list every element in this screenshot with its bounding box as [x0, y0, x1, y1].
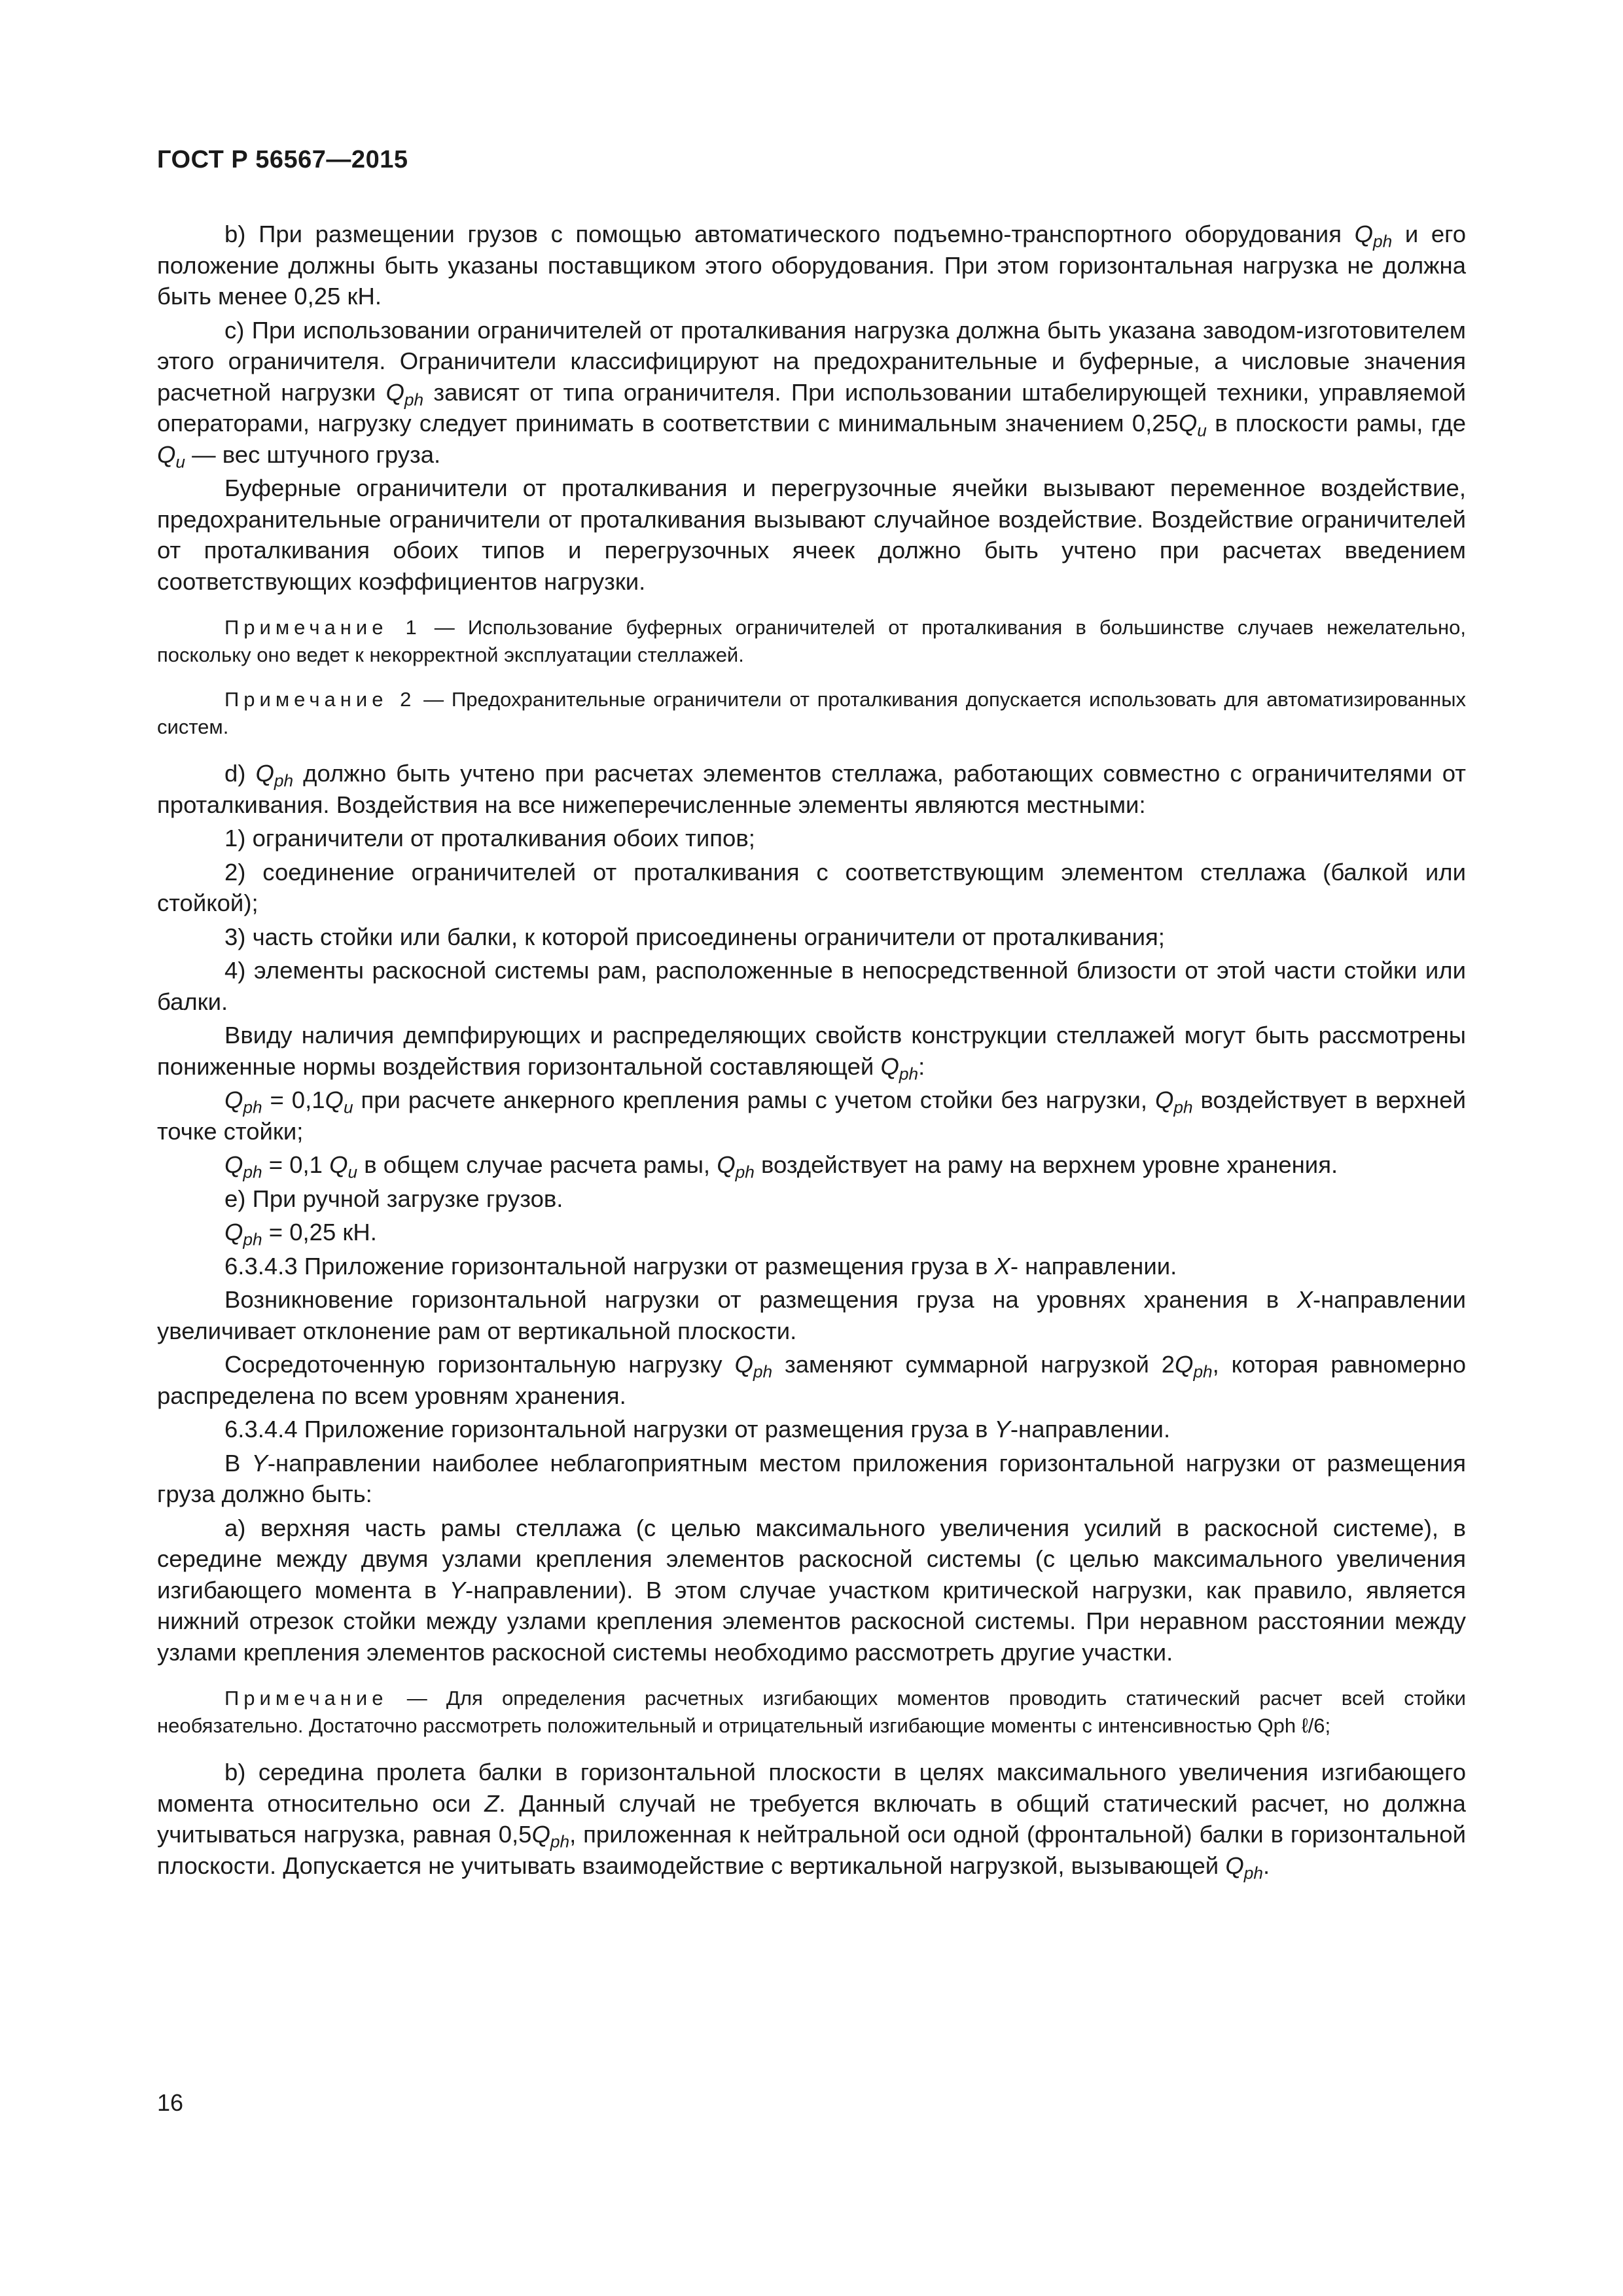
list-item-1: 1) ограничители от проталкивания обоих типов; — [224, 825, 755, 852]
paragraph-b-automatic: b) При размещении грузов с помощью автоматического подъемно-транспортного оборудования $Q_{ph}$ и его положение должны быть указаны поставщиком этого оборудования. При этом горизонтальная нагрузка не должна быть менее 0,25 кН. — [157, 221, 1466, 310]
formula-manual: $Q_{ph} = 0,25$ кН. — [224, 1219, 377, 1249]
section-6-3-4-4: 6.3.4.4 Приложение горизонтальной нагрузки от размещения груза в Y-направлении. — [224, 1416, 1171, 1443]
note-1-heading: Примечание 1 — [224, 616, 421, 639]
paragraph-y-direction: В Y-направлении наиболее неблагоприятным местом приложения горизонтальной нагрузки от размещения груза должно быть: — [157, 1449, 1466, 1507]
paragraph-e-manual: е) При ручной загрузке грузов. — [224, 1185, 563, 1212]
document-page — [157, 144, 1466, 1884]
paragraph-concentrated-load: Сосредоточенную горизонтальную нагрузку $Q_{ph}$ заменяют суммарной нагрузкой $2Q_{ph}$, которая равномерно распределена по всем уровням хранения. — [157, 1351, 1467, 1409]
paragraph-buffer-limiters: Буферные ограничители от проталкивания и перегрузочные ячейки вызывают переменное воздействие, предохранительные ограничители от проталкивания вызывают случайное воздействие. Воздействие ограничителей от проталкивания обоих типов и перегрузочных ячеек должно быть учтено при расчетах введением соответствующих коэффициентов нагрузки. — [157, 475, 1466, 595]
note-3-heading: Примечание — [224, 1687, 388, 1710]
paragraph-b-beam-span: b) середина пролета балки в горизонтальной плоскости в целях максимального увеличения изгибающего момента относительно оси Z. Данный случай не требуется включать в общий статический расчет, но должна учитываться нагрузка, равная $0,5Q_{ph}$, приложенная к нейтральной оси одной (фронтальной) балки в горизонтальной плоскости. Допускается не учитывать взаимодействие с вертикальной нагрузкой, вызывающей $Q_{ph}$. — [157, 1759, 1466, 1882]
note-1 — [157, 614, 1466, 669]
paragraph-damping: Ввиду наличия демпфирующих и распределяющих свойств конструкции стеллажей могут быть рассмотрены пониженные нормы воздействия горизонтальной составляющей $Q_{ph}$: — [157, 1022, 1466, 1083]
note-2-heading: Примечание 2 — [224, 688, 416, 711]
list-item-2: 2) соединение ограничителей от проталкивания с соответствующим элементом стеллажа (балкой или стойкой); — [157, 858, 1466, 916]
document-code-header: ГОСТ Р 56567—2015 — [157, 146, 408, 173]
note-3-body: — Для определения расчетных изгибающих моментов проводить статический расчет всей стойки необязательно. Достаточно рассмотреть положительный и отрицательный изгибающие моменты с интенсивностью Qph ℓ/6; — [157, 1687, 1466, 1737]
list-item-3: 3) часть стойки или балки, к которой присоединены ограничители от проталкивания; — [224, 923, 1165, 950]
formula-anchor: $Q_{ph} = 0,1Q_u$ при расчете анкерного крепления рамы с учетом стойки без нагрузки, $Q_{ph}$ воздействует в верхней точке стойки; — [157, 1086, 1466, 1145]
paragraph-x-direction: Возникновение горизонтальной нагрузки от размещения груза на уровнях хранения в X-направлении увеличивает отклонение рам от вертикальной плоскости. — [157, 1286, 1466, 1344]
note-1-body: — Использование буферных ограничителей от проталкивания в большинстве случаев нежелательно, поскольку оно ведет к некорректной эксплуатации стеллажей. — [157, 616, 1466, 666]
note-2-body: — Предохранительные ограничители от проталкивания допускается использовать для автоматизированных систем. — [157, 688, 1466, 738]
note-3 — [157, 1685, 1466, 1740]
paragraph-c-limiters: с) При использовании ограничителей от проталкивания нагрузка должна быть указана заводом-изготовителем этого ограничителя. Ограничители классифицируют на предохранительные и буферные, а числовые значения расчетной нагрузки $Q_{ph}$ зависят от типа ограничителя. При использовании штабелирующей техники, управляемой операторами, нагрузку следует принимать в соответствии с минимальным значением $0,25Q_u$ в плоскости рамы, где $Q_u$ — вес штучного груза. — [157, 316, 1466, 471]
note-2 — [157, 686, 1466, 741]
list-item-4: 4) элементы раскосной системы рам, расположенные в непосредственной близости от этой части стойки или балки. — [157, 957, 1466, 1015]
section-6-3-4-3: 6.3.4.3 Приложение горизонтальной нагрузки от размещения груза в X- направлении. — [224, 1252, 1177, 1280]
formula-frame: $Q_{ph} = 0,1$ $Q_u$ в общем случае расчета рамы, $Q_{ph}$ воздействует на раму на верхнем уровне хранения. — [224, 1151, 1338, 1182]
page-number: 16 — [157, 2089, 184, 2116]
paragraph-a-frame-top: а) верхняя часть рамы стеллажа (с целью максимального увеличения усилий в раскосной системе), в середине между двумя узлами крепления элементов раскосной системы (с целью максимального увеличения изгибающего момента в Y-направлении). В этом случае участком критической нагрузки, как правило, является нижний отрезок стойки между узлами крепления элементов раскосной системы. При неравном расстоянии между узлами крепления элементов раскосной системы необходимо рассмотреть другие участки. — [157, 1514, 1466, 1666]
paragraph-d-qph: d) $Q_{ph}$ должно быть учтено при расчетах элементов стеллажа, работающих совместно с ограничителями от проталкивания. Воздействия на все нижеперечисленные элементы являются местными: — [157, 760, 1466, 818]
